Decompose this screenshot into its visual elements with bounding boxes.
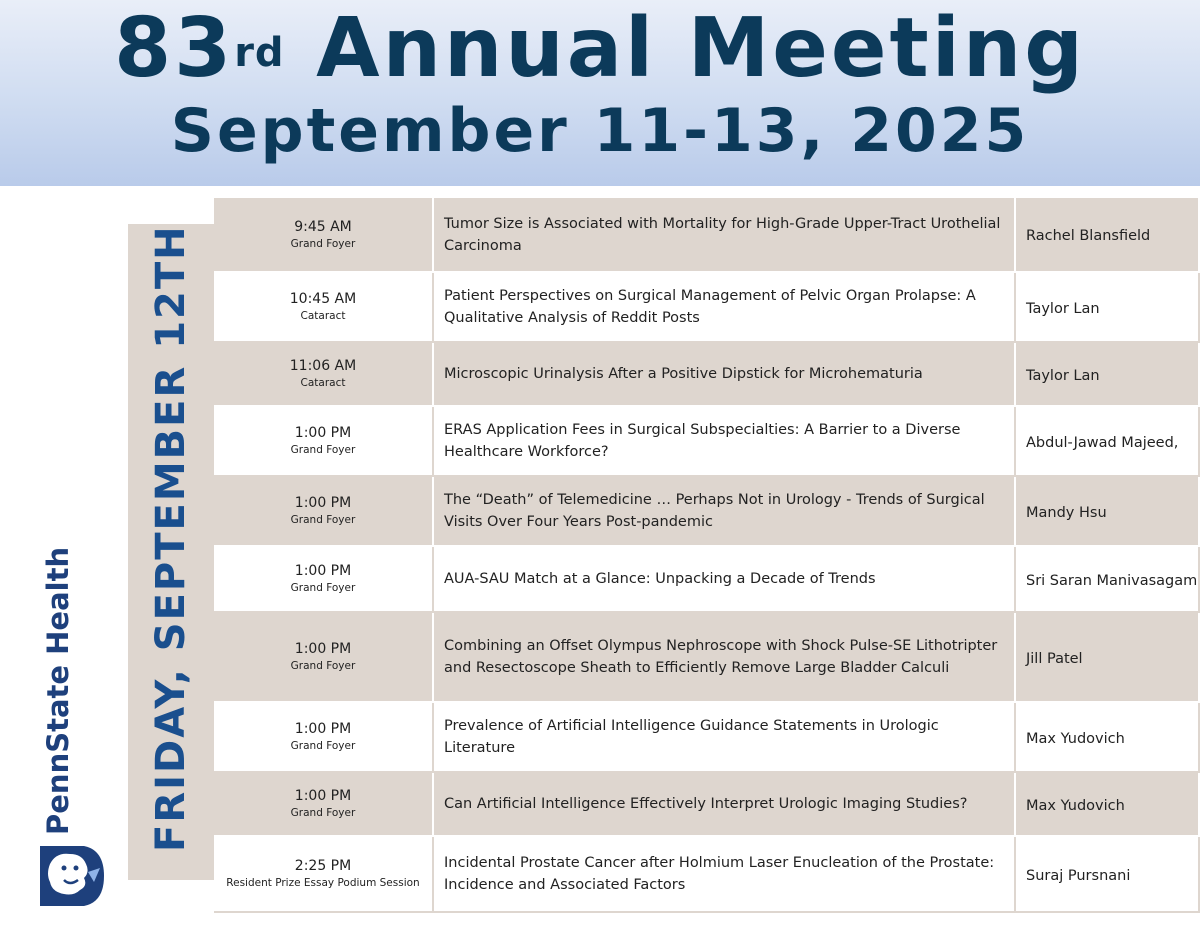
session-presenter-cell [1015,406,1199,476]
schedule-row [214,612,1199,702]
session-title: ERAS Application Fees in Surgical Subspecialties: A Barrier to a Diverse Healthcare Workforce? [444,422,961,460]
session-time: 1:00 PM [294,788,352,804]
session-location: Cataract [300,310,346,322]
session-presenter: Suraj Pursnani [1026,867,1131,884]
session-time: 1:00 PM [294,495,352,511]
session-presenter-cell [1015,612,1199,702]
session-title-cell [433,342,1015,406]
meeting-title [0,1,1200,96]
schedule-row [214,546,1199,612]
schedule-row [214,702,1199,772]
schedule-row [214,836,1199,912]
session-location: Grand Foyer [290,237,356,250]
schedule-row [214,772,1199,836]
session-title-cell [433,772,1015,836]
session-title-cell [433,612,1015,702]
nittany-lion-shield-icon [34,842,106,910]
session-location: Resident Prize Essay Podium Session [226,877,420,889]
session-presenter: Jill Patel [1026,650,1083,667]
session-title: AUA-SAU Match at a Glance: Unpacking a Decade of Trends [444,571,876,587]
schedule-row [214,272,1199,342]
meeting-ordinal: 83 [114,1,235,96]
session-location: Grand Foyer [290,807,356,819]
session-time: 9:45 AM [294,218,352,235]
session-time-cell [214,198,433,272]
session-title-cell [433,198,1015,272]
session-time: 1:00 PM [294,563,352,579]
session-title-cell [433,546,1015,612]
session-title-cell [433,836,1015,912]
schedule-table [214,198,1200,913]
session-title: Tumor Size is Associated with Mortality for High-Grade Upper-Tract Urothelial Carcinoma [444,215,1001,254]
day-label: FRIDAY, SEPTEMBER 12TH [148,224,194,852]
session-title-cell [433,406,1015,476]
session-location: Cataract [300,377,346,389]
session-title: Incidental Prostate Cancer after Holmium Laser Enucleation of the Prostate: Incidence and Associated Factors [444,855,995,893]
schedule-row [214,342,1199,406]
session-time-cell [214,546,433,612]
meeting-header [0,0,1200,186]
session-presenter: Taylor Lan [1026,300,1100,317]
session-time-cell [214,272,433,342]
session-title: Prevalence of Artificial Intelligence Guidance Statements in Urologic Literature [444,718,939,756]
session-location: Grand Foyer [290,514,356,526]
session-time-cell [214,772,433,836]
session-presenter-cell [1015,702,1199,772]
session-time: 1:00 PM [294,721,352,737]
session-location: Grand Foyer [290,582,356,594]
session-time-cell [214,702,433,772]
session-presenter: Mandy Hsu [1026,504,1107,521]
session-presenter: Max Yudovich [1026,730,1125,747]
session-presenter: Rachel Blansfield [1026,228,1151,244]
session-presenter-cell [1015,836,1199,912]
session-location: Grand Foyer [290,740,356,752]
session-presenter-cell [1015,198,1199,272]
session-time: 1:00 PM [294,425,352,441]
session-presenter-cell [1015,272,1199,342]
schedule-row [214,406,1199,476]
schedule-row [214,198,1199,272]
session-location: Grand Foyer [290,660,356,672]
session-time-cell [214,406,433,476]
schedule-row [214,476,1199,546]
session-time: 10:45 AM [289,291,357,307]
meeting-dates: September 11-13, 2025 [170,96,1030,166]
session-title: Patient Perspectives on Surgical Management of Pelvic Organ Prolapse: A Qualitative Analysis of Reddit Posts [444,288,976,326]
session-time-cell [214,476,433,546]
session-title-cell [433,702,1015,772]
session-time-cell [214,836,433,912]
meeting-title-text: Annual Meeting [316,1,1086,96]
session-title: Can Artificial Intelligence Effectively Interpret Urologic Imaging Studies? [444,796,968,812]
session-title: Combining an Offset Olympus Nephroscope with Shock Pulse-SE Lithotripter and Resectoscope Sheath to Efficiently Remove Large Bladder Calculi [444,638,998,676]
session-time-cell [214,612,433,702]
session-presenter: Max Yudovich [1026,797,1125,814]
session-presenter-cell [1015,546,1199,612]
session-time: 1:00 PM [294,641,352,657]
brand-name: PennState Health [41,546,75,835]
session-presenter-cell [1015,476,1199,546]
session-title: Microscopic Urinalysis After a Positive Dipstick for Microhematuria [444,366,923,382]
meeting-ordinal-suffix: rd [234,30,285,76]
session-time: 11:06 AM [289,358,357,374]
session-presenter: Sri Saran Manivasagam [1026,572,1198,589]
session-title: The “Death” of Telemedicine … Perhaps Not in Urology - Trends of Surgical Visits Over Four Years Post-pandemic [444,492,985,530]
session-time: 2:25 PM [294,858,352,874]
session-presenter: Taylor Lan [1026,367,1100,384]
session-presenter-cell [1015,772,1199,836]
session-location: Grand Foyer [290,444,356,456]
session-title-cell [433,272,1015,342]
session-presenter: Abdul-Jawad Majeed, [1026,434,1179,451]
session-presenter-cell [1015,342,1199,406]
session-title-cell [433,476,1015,546]
session-time-cell [214,342,433,406]
